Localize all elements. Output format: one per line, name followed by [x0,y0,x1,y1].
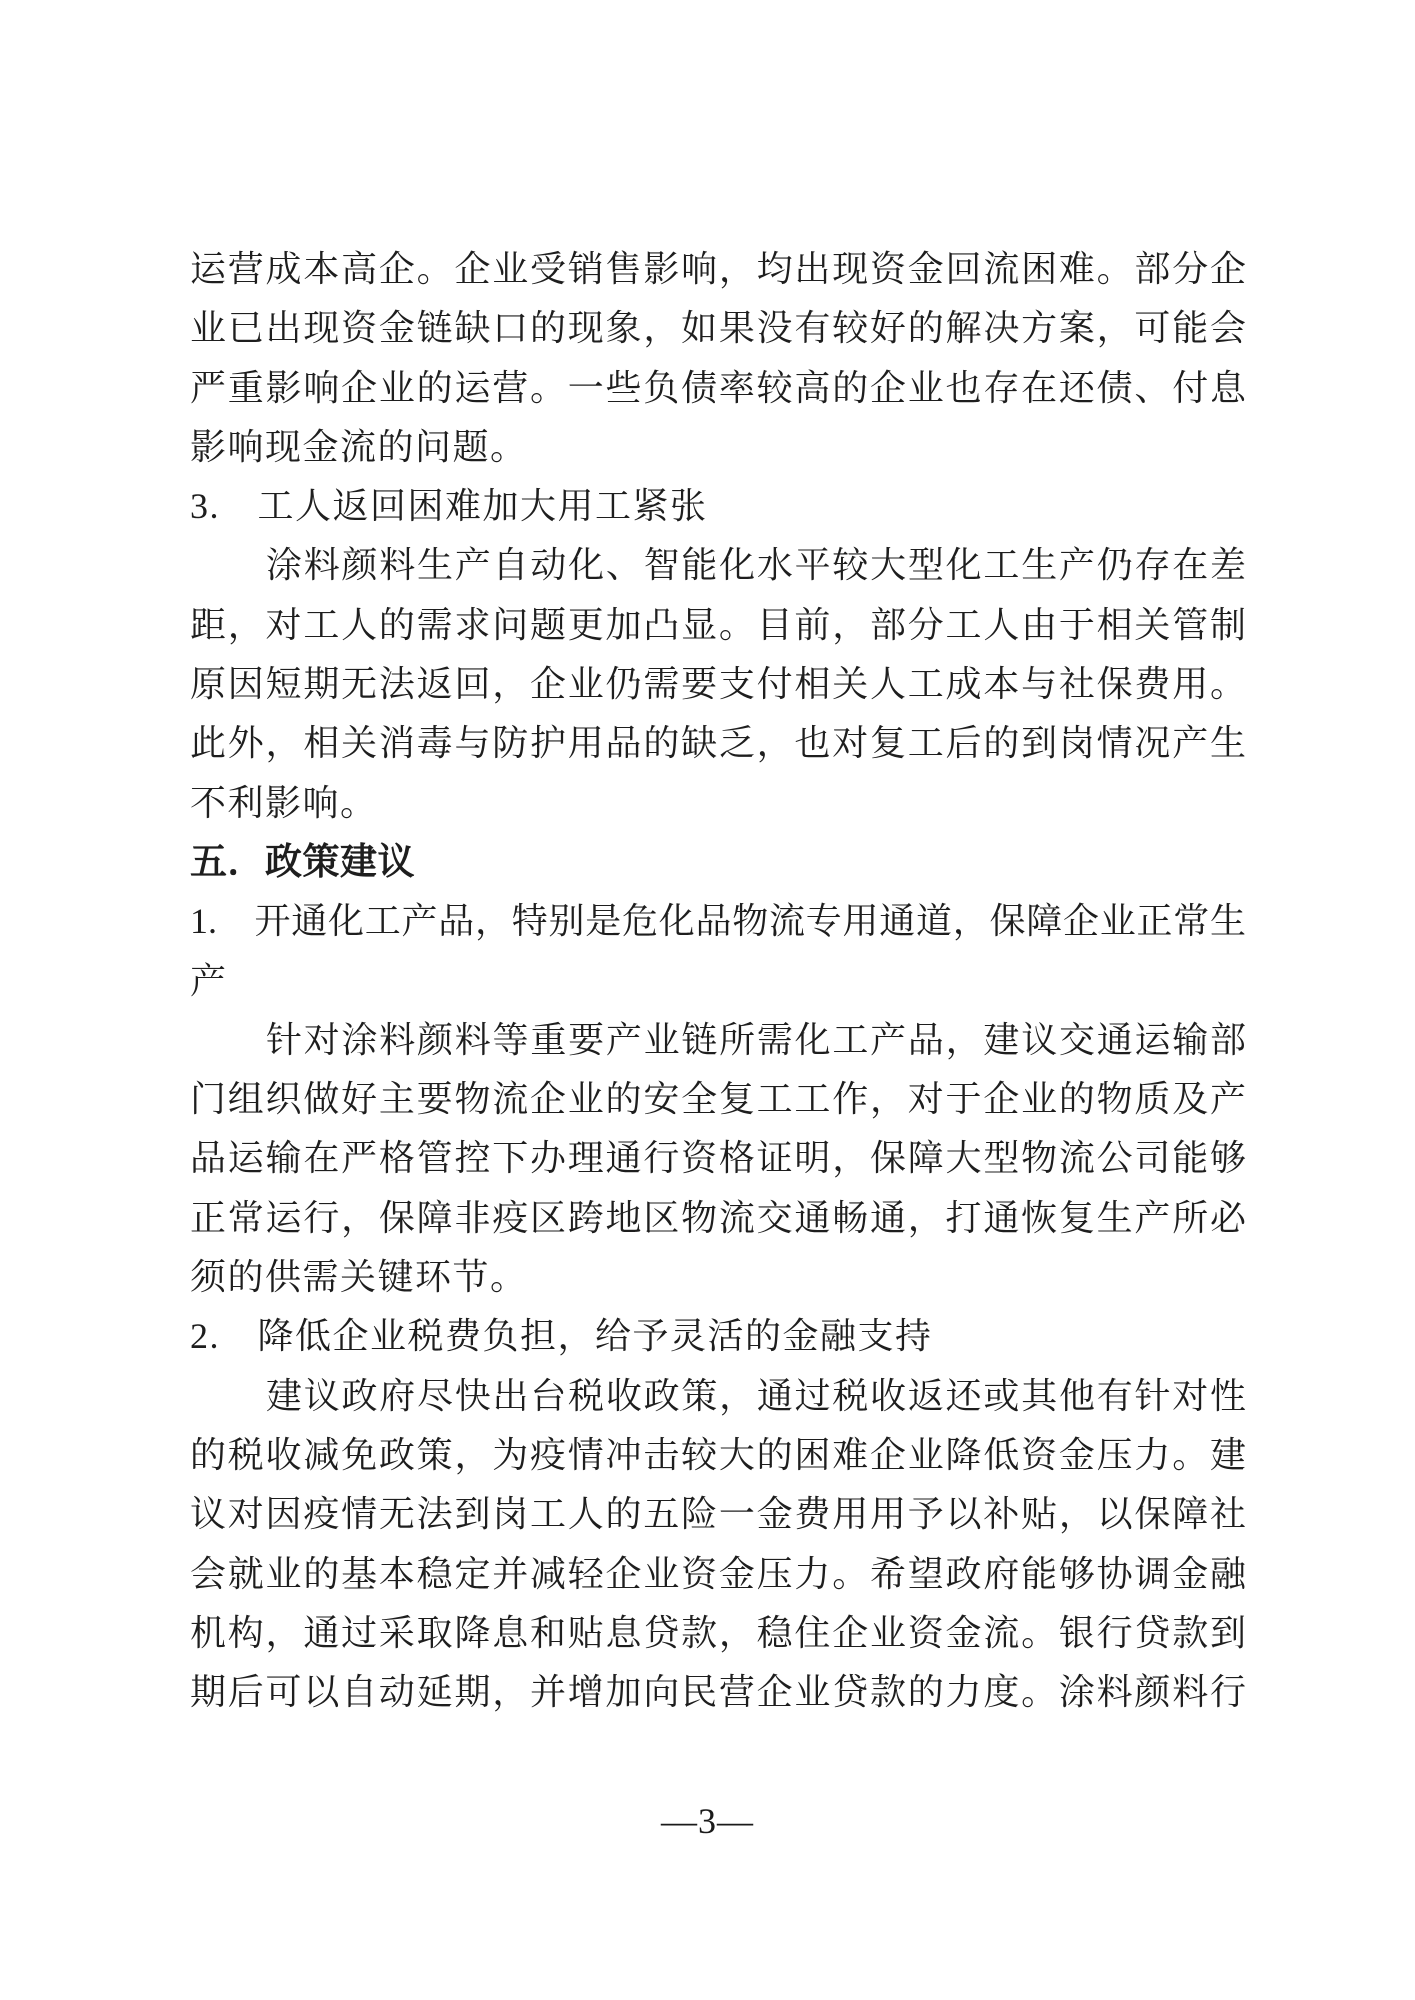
text-content [190,240,1246,1722]
text-line: 产 [190,960,228,1001]
text-line: 门组织做好主要物流企业的安全复工工作，对于企业的物质及产 [190,1079,1246,1120]
text-line: 的税收减免政策，为疫情冲击较大的困难企业降低资金压力。建 [190,1434,1246,1475]
text-line: 3. 工人返回困难加大用工紧张 [190,486,708,527]
text-line: 1. 开通化工产品，特别是危化品物流专用通道，保障企业正常生 [190,901,1246,942]
text-line: 针对涂料颜料等重要产业链所需化工产品，建议交通运输部 [266,1019,1246,1060]
text-line: 业已出现资金链缺口的现象，如果没有较好的解决方案，可能会 [190,308,1246,349]
text-line: 议对因疫情无法到岗工人的五险一金费用用予以补贴，以保障社 [190,1494,1246,1535]
text-line: 机构，通过采取降息和贴息贷款，稳住企业资金流。银行贷款到 [190,1612,1246,1653]
text-line: 运营成本高企。企业受销售影响，均出现资金回流困难。部分企 [190,249,1246,289]
text-line: 期后可以自动延期，并增加向民营企业贷款的力度。涂料颜料行 [190,1672,1246,1713]
section-heading: 五．政策建议 [190,841,415,883]
text-line: 正常运行，保障非疫区跨地区物流交通畅通，打通恢复生产所必 [190,1197,1246,1238]
text-line: 严重影响企业的运营。一些负债率较高的企业也存在还债、付息 [190,367,1246,408]
text-line: 影响现金流的问题。 [190,426,528,467]
text-line: 此外，相关消毒与防护用品的缺乏，也对复工后的到岗情况产生 [190,723,1246,764]
text-line: 须的供需关键环节。 [190,1257,528,1298]
text-line: 不利影响。 [190,782,378,823]
text-line: 原因短期无法返回，企业仍需要支付相关人工成本与社保费用。 [190,664,1246,705]
text-line: 会就业的基本稳定并减轻企业资金压力。希望政府能够协调金融 [190,1553,1246,1594]
text-line: 建议政府尽快出台税收政策，通过税收返还或其他有针对性 [266,1375,1246,1416]
text-line: 距，对工人的需求问题更加凸显。目前，部分工人由于相关管制 [190,604,1246,645]
text-line: 2. 降低企业税费负担，给予灵活的金融支持 [190,1316,933,1357]
text-line: 品运输在严格管控下办理通行资格证明，保障大型物流公司能够 [190,1138,1246,1179]
text-line: 涂料颜料生产自动化、智能化水平较大型化工生产仍存在差 [266,545,1246,586]
page-number: —3— [661,1801,754,1841]
